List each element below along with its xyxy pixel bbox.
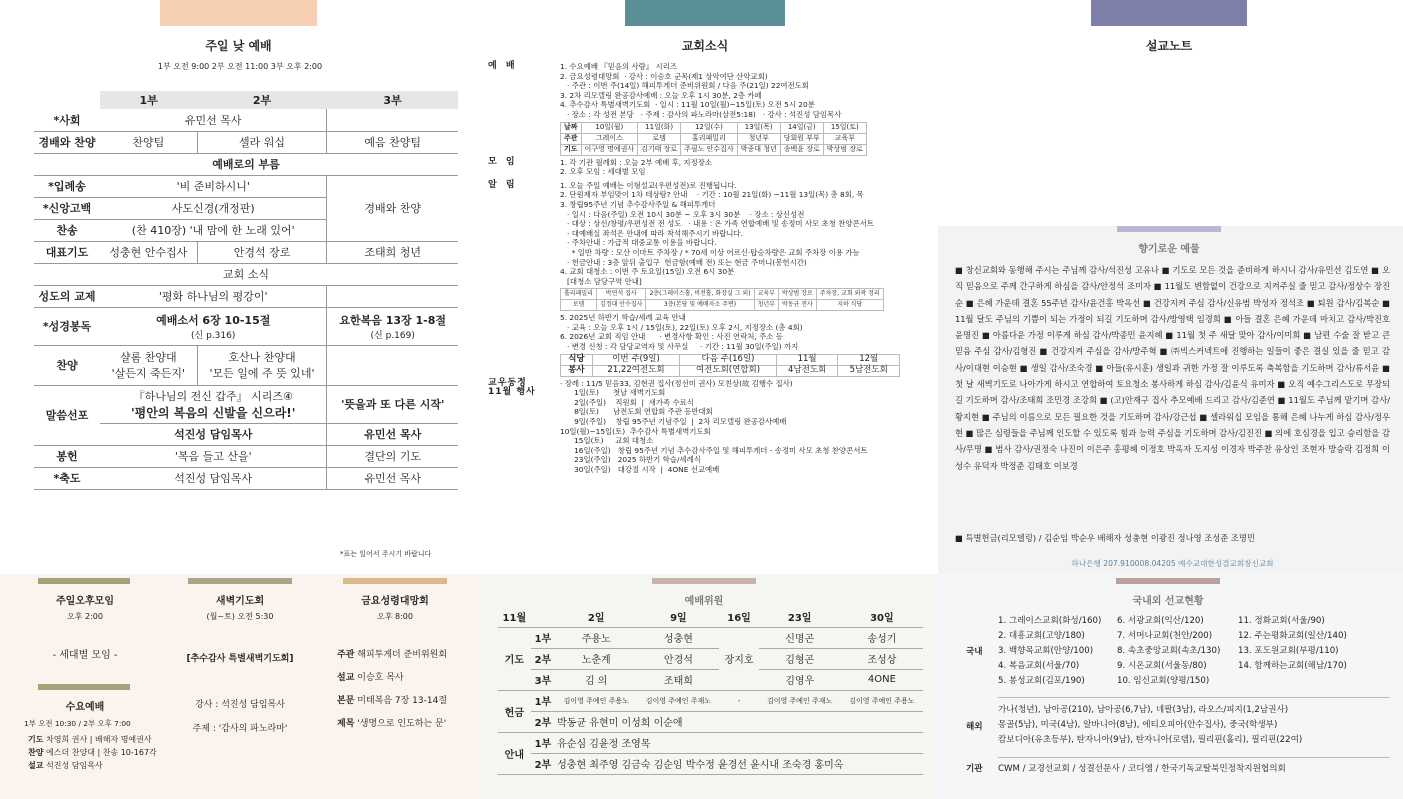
detail-value: 미태복음 7장 13-14절 [354, 696, 448, 706]
table-row [498, 627, 923, 648]
reading-2: 요한복음 13장 1-8절 [339, 313, 447, 327]
detail-label: 설교 [28, 761, 44, 770]
cell: 주차장, 교회 외곽 정리 [816, 289, 883, 300]
cell: 12월 [838, 354, 900, 365]
cell: 1부 [531, 627, 555, 648]
table-row [498, 690, 923, 711]
section-call: 예배로의 부름 [34, 153, 458, 175]
cell: 김이영 주예인 주재노 [759, 690, 841, 711]
mission-item: 5. 봉성교회(김포/190) [998, 676, 1085, 686]
cell: 14일(금) [780, 122, 823, 133]
cell: 날짜 [561, 122, 582, 133]
afternoon-content: - 세대별 모임 - [52, 650, 118, 661]
reading-2-page: (신 p.169) [370, 330, 415, 341]
special-offering: ■ 특별헌금(리모델링) / 김순임 박순우 배해자 성충현 이광진 정나영 조성준 조명민 [955, 533, 1255, 543]
cell: 4ONE [841, 669, 923, 690]
news-condolence [488, 379, 922, 389]
mission-item: 7. 서머나교회(천안/200) [1117, 631, 1213, 641]
offering: '복음 들고 산을' [100, 445, 327, 467]
cell [531, 606, 555, 627]
praise-1: 찬양팀 [100, 131, 197, 153]
domestic-label: 국내 [966, 647, 983, 657]
cell: 헌금 [498, 690, 531, 732]
news-meeting-label: 모 임 [488, 156, 518, 167]
news-line: [대청소 담당구역 안내] [560, 276, 642, 286]
detail-row [337, 713, 477, 736]
cell: 조성상 [841, 648, 923, 669]
mission-item: 8. 속초중앙교회(속초/130) [1117, 646, 1221, 656]
cell: 2일 [555, 606, 637, 627]
cell: 여전도회(연합회) [680, 365, 777, 376]
mission-item: 9. 시온교회(서울동/80) [1117, 661, 1207, 671]
cell: 조태희 [637, 669, 719, 690]
cell: 3층(본당 및 예배자소 주변) [646, 300, 754, 311]
news-line: · 장소 : 각 성전 본당 · 주제 : 감사의 파노라마(살전5:18) · 강사 : 석진성 담임목사 [560, 109, 842, 119]
praise-3: 예음 찬양팀 [327, 131, 458, 153]
detail-value: 이승호 목사 [354, 673, 404, 683]
committee-table [498, 606, 923, 775]
cell: 10일(월) [581, 122, 638, 133]
mission-item: 12. 주는평화교회(일산/140) [1238, 631, 1347, 641]
worship-times: 1부 오전 9:00 2부 오전 11:00 3부 오후 2:00 [157, 62, 323, 71]
news-line: 3. 창립95주년 기념 추수감사주일 & 해피투게더 [560, 199, 716, 209]
row-label: *사회 [34, 109, 100, 131]
news-line: · 대예배실 좌석은 안내에 따라 착석해주시기 바랍니다. [560, 228, 743, 238]
cell: 당회원 부부 [780, 133, 823, 144]
table-row [498, 669, 923, 690]
table-row [561, 144, 867, 155]
news-line: 4. 추수감사 특별새벽기도회 · 일시 : 11월 10일(월)~15일(토) 오전 5시 20분 [560, 100, 815, 110]
news-line: 4. 교회 대청소 : 이번 주 토요일(15일) 오전 6시 30분 [560, 267, 735, 277]
cell: 김영우 [759, 669, 841, 690]
friday-bar [343, 578, 447, 584]
row-label: *성경봉독 [34, 307, 100, 345]
wednesday-bar [38, 684, 130, 690]
mission-item: 1. 그레이스교회(화성/160) [998, 616, 1102, 626]
news-title: 교회소식 [681, 39, 729, 53]
cell: 5남전도회 [838, 365, 900, 376]
mission-item: 11. 정화교회(서울/90) [1238, 616, 1325, 626]
mission-divider-2 [998, 757, 1390, 758]
news-line: 1. 오늘 주일 예배는 이형설교(우편성전)로 진행됩니다. [560, 180, 737, 190]
cell: 이구영 명예권사 [581, 144, 638, 155]
overseas-list [998, 703, 1390, 748]
prayer-3: 조태희 청년 [327, 241, 458, 263]
event-item: 15일(토) 교회 대청소 [560, 436, 654, 446]
news-line: 5. 2025년 하반기 학습/세례 교육 안내 [560, 313, 686, 323]
wednesday-title: 수요예배 [65, 702, 105, 713]
table-row [498, 711, 923, 732]
cell: 23일 [759, 606, 841, 627]
row-label: 성도의 교제 [34, 285, 100, 307]
cell: 2부 [531, 648, 555, 669]
domestic-col-1 [998, 614, 1118, 689]
cell: 김 의 [555, 669, 637, 690]
anthem-2: 호산나 찬양대 [228, 351, 296, 364]
cell: 청년부 [754, 300, 778, 311]
dawn-series: [추수감사 특별새벽기도회] [186, 654, 294, 664]
dawn-prayer-schedule [560, 122, 867, 156]
anthem-1: 샬롬 찬양대 [120, 351, 177, 364]
table-row [561, 122, 867, 133]
event-item: 8일(토) 남전도회 연합회 주관 등반대회 [560, 407, 713, 417]
domestic-col-2 [1117, 614, 1239, 689]
afternoon-bar [38, 578, 130, 584]
cell: 홀리패밀리 [561, 289, 597, 300]
preacher-3: 유민선 목사 [327, 423, 458, 445]
domestic-col-3 [1238, 614, 1388, 674]
mission-item: 4. 복음교회(서울/70) [998, 661, 1080, 671]
cell: 기도 [498, 627, 531, 690]
news-notice [488, 181, 922, 377]
news-notice-lines [560, 181, 922, 287]
table-row [561, 133, 867, 144]
table-row [561, 354, 900, 365]
afternoon-time: 오후 2:00 [67, 612, 103, 621]
cell: 주관 [561, 133, 582, 144]
detail-row [28, 746, 158, 759]
news-line: · 일시 : 다음(주일) 오전 10시 30분 ~ 오후 3시 30분 · 장소 : 상신성전 [560, 209, 805, 219]
mission-item: 캄보디아(유초등부), 탄자니아(9남), 탄자니아(로뎀), 필리핀(홀리), 필리핀(22여) [998, 735, 1303, 745]
friday-title: 금요성령대망회 [361, 596, 429, 607]
fragrance-bar [1117, 226, 1221, 232]
table-row [498, 606, 923, 627]
cell: 교육부 [754, 289, 778, 300]
detail-value: '생명으로 인도하는 문' [354, 719, 447, 729]
event-item: 23일(주일) 2025 하반기 학습/세례식 [560, 455, 701, 465]
event-item: 9일(주일) 창립 95주년 기념주일 | 2차 리모델링 완공감사예배 [560, 417, 787, 427]
bank-account: 하나은행 207.910008.04205 예수교대한성결교회창신교회 [1071, 559, 1274, 568]
dawn-time: (월~토) 오전 5:30 [206, 612, 274, 621]
cell: 13일(목) [737, 122, 780, 133]
worship-order-table [34, 91, 458, 490]
mission-item: 몽골(5남), 미국(4남), 알바니아(8남), 에티오피아(안수집사), 중국(학생부) [998, 720, 1278, 730]
section-news: 교회 소식 [34, 263, 458, 285]
row-label: 말씀선포 [34, 385, 100, 445]
table-row [498, 732, 923, 753]
cell: 9일 [637, 606, 719, 627]
cell: 주용노 [555, 627, 637, 648]
cell: 1부 [531, 732, 555, 753]
news-line: 6. 2026년 교회 직임 안내 · 변경사항 확인 : 사진 연락처, 주소 등 [560, 332, 783, 342]
dawn-speaker: 강사 : 석진성 담임목사 [195, 700, 285, 710]
cell: 김이영 주예인 주용노 [555, 690, 637, 711]
event-item: 1일(토) 첫날 새벽기도회 [560, 388, 666, 398]
detail-value: 해피투게더 준비위원회 [354, 650, 448, 660]
cell: 박종대 청년 [737, 144, 780, 155]
cell: 3부 [531, 669, 555, 690]
anthem-1-title: '살든지 죽든지' [111, 367, 185, 380]
event-item: 2일(주일) 직원회 | 새가족 수료식 [560, 397, 694, 407]
mission-bar [1116, 578, 1220, 584]
news-line: * 일반 차량 : 모산 이마트 주차장 / * 70세 이상 어르신·탑승차량은 교회 주차장 이용 가능 [560, 247, 860, 257]
detail-label: 본문 [337, 696, 355, 706]
row-label: *신앙고백 [34, 197, 100, 219]
mission-item: 3. 백향목교회(안양/100) [998, 646, 1094, 656]
detail-value: 석진성 담임목사 [43, 761, 103, 770]
mission-item: 6. 서광교회(익산/120) [1117, 616, 1204, 626]
news-worship [488, 62, 922, 156]
worship-title: 주일 낮 예배 [205, 39, 272, 53]
org-list: CWM / 교경선교회 / 성결선문사 / 코디엠 / 한국기독교탈북민정착지원협의회 [998, 764, 1286, 774]
prayer-1: 성충현 안수집사 [100, 241, 197, 263]
table-row [561, 365, 900, 376]
cell: 로뎀 [638, 133, 681, 144]
detail-row [337, 690, 477, 713]
cell: 노춘계 [555, 648, 637, 669]
detail-label: 기도 [28, 735, 44, 744]
cell: 신명곤 [759, 627, 841, 648]
cell: 송백윤 장로 [780, 144, 823, 155]
presider: 유민선 목사 [100, 109, 327, 131]
praise-merged: 경배와 찬양 [327, 175, 458, 241]
preacher: 석진성 담임목사 [100, 423, 327, 445]
row-label: 찬양 [34, 345, 100, 385]
news-line: · 교육 : 오늘 오후 1시 / 15일(토), 22일(토) 오후 2시, 지정장소 (총 4회) [560, 322, 803, 332]
news-line: · 변경 신청 : 각 담당교역자 및 사무실 · 기간 : 11월 30일(주일) 까지 [560, 342, 799, 352]
dawn-theme: 주제 : '감사의 파노라마' [192, 724, 288, 734]
cell: 홀리패밀리 [681, 133, 738, 144]
sermon-series: 『하나님의 전신 갑주』 시리즈④ [133, 389, 293, 403]
cell: 박상범 장로 [823, 144, 866, 155]
news-line: 1. 수요예배 『믿음의 사람』 시리즈 [560, 62, 677, 71]
cell: 김정대 안수집사 [596, 300, 645, 311]
event-item: 16일(주일) 창립 95주년 기념 추수감사주일 및 해피투게더 - 송정미 사모 초청 찬양콘서트 [560, 445, 868, 455]
cell: 16일 [719, 606, 758, 627]
cell: 성충현 최주영 김금숙 김순임 박수정 윤경선 윤시내 조숙경 홍미옥 [555, 753, 923, 774]
cell: 박동균 유현미 이성희 이순애 [555, 711, 923, 732]
detail-row [28, 759, 158, 772]
row-label: *축도 [34, 467, 100, 489]
cleaning-table [560, 288, 884, 311]
cell: 김형곤 [759, 648, 841, 669]
friday-time: 오후 8:00 [377, 612, 413, 621]
news-line: 2. 금요성령대망회 · 강사 : 이승호 군목(제1 상악여단 산악교회) [560, 71, 768, 81]
cell: 박동균 전사 [778, 300, 816, 311]
cell: 김기태 장로 [638, 144, 681, 155]
cell: 유순심 김윤정 조영목 [555, 732, 923, 753]
cell: 주필노 안수집사 [681, 144, 738, 155]
cell: 안경석 [637, 648, 719, 669]
cell: 교육부 [823, 133, 866, 144]
hymn: (찬 410장) '내 맘에 한 노래 있어' [100, 219, 327, 241]
praise-2: 셀라 워십 [197, 131, 327, 153]
col-3bu: 3부 [327, 91, 458, 109]
mission-title: 국내외 선교현황 [1132, 596, 1204, 607]
anthem-2-title: '모든 일에 주 뜻 있네' [209, 367, 315, 380]
stand-note: *표는 일어서 주시기 바랍니다 [340, 550, 432, 558]
cell: 11월 [498, 606, 531, 627]
afternoon-title: 주일오후모임 [56, 596, 114, 607]
mission-item: 13. 포도원교회(부평/110) [1238, 646, 1339, 656]
news-line: 2. 오후 모임 : 세대별 모임 [560, 167, 646, 177]
invocation: '비 준비하시니' [100, 175, 327, 197]
cell: - [719, 690, 758, 711]
col-1bu: 1부 [100, 91, 197, 109]
fragrance-title: 향기로운 예물 [1138, 244, 1200, 255]
cell: 청년부 [737, 133, 780, 144]
row-label: 찬송 [34, 219, 100, 241]
cell: 15일(토) [823, 122, 866, 133]
overseas-label: 해외 [966, 722, 983, 732]
news-body [488, 62, 922, 475]
events-label: 11월 행사 [488, 387, 536, 398]
blessing-3: 유민선 목사 [327, 467, 458, 489]
cell: 이번 주(9일) [592, 354, 679, 365]
prayer-2: 안경석 장로 [197, 241, 327, 263]
mission-divider-1 [998, 697, 1390, 698]
detail-label: 찬양 [28, 748, 44, 757]
table-row [498, 753, 923, 774]
creed: 사도신경(개정판) [100, 197, 327, 219]
reading-1-page: (신 p.316) [191, 330, 236, 341]
news-line: · 주차안내 : 가급적 대중교통 이용을 바랍니다. [560, 238, 717, 248]
kitchen-duty-table [560, 354, 900, 377]
cell: 2층(그레이스홀, 비전홀, 화장실 그 외) [646, 289, 754, 300]
cell: 안내 [498, 732, 531, 774]
detail-value: 에스더 찬양대 | 찬송 10-167각 [43, 748, 157, 757]
row-label: 경배와 찬양 [34, 131, 100, 153]
sermon-title: '평안의 복음의 신발을 신으라!' [130, 405, 296, 420]
detail-row [337, 644, 477, 667]
dawn-bar [188, 578, 292, 584]
cell: 박연석 집사 [596, 289, 645, 300]
row-label: *입례송 [34, 175, 100, 197]
news-notice-lines-2 [560, 313, 922, 351]
news-line: 2. 단원제자 부임맞이 1차 테상탐? 안내 · 기간 : 10월 21일(화) ~11월 13일(목) 총 8회, 목 [560, 190, 864, 200]
table-row [561, 300, 884, 311]
news-worship-lines [560, 62, 922, 120]
committee-title: 예배위원 [684, 596, 724, 607]
col-2bu: 2부 [197, 91, 327, 109]
news-line: 3. 2차 리모델링 완공감사예배 : 오늘 오후 1시 30분, 2층 카페 [560, 90, 762, 100]
cell: 송성기 [841, 627, 923, 648]
cell: 11월 [776, 354, 838, 365]
news-meeting-lines [560, 158, 922, 177]
sermon-bar [1091, 0, 1247, 26]
sermon3-title: '뜻을과 또 다른 시작' [327, 385, 458, 423]
news-line: · 대상 : 상신/창평/우편성전 전 성도 · 내용 : 온 가족 연합예배 및 송정미 사모 초청 찬양콘서트 [560, 219, 874, 229]
cell: 장지호 [719, 627, 758, 690]
cell: 다음 주(16일) [680, 354, 777, 365]
news-worship-label: 예 배 [488, 61, 518, 71]
detail-value: 차영희 권사 | 배해자 명예권사 [43, 735, 152, 744]
news-line: · 헌금안내 : 3층 앞뒤 출입구 헌금함(예배 전) 또는 현금 주머니(봉헌시간) [560, 257, 807, 267]
table-row [498, 648, 923, 669]
blessing: 석진성 담임목사 [100, 467, 327, 489]
cell: 4남전도회 [776, 365, 838, 376]
committee-bar [652, 578, 756, 584]
mission-item: 가나(청년), 남아공(210), 남아공(6,7남), 네팔(3남), 라오스/피지(1,2남권사) [998, 705, 1289, 715]
cell: 김이영 주예인 주재노 [637, 690, 719, 711]
fellowship: '평화 하나님의 평강이' [100, 285, 327, 307]
events-list [560, 388, 922, 474]
mission-item: 14. 함께하는교회(해남/170) [1238, 661, 1347, 671]
cell: 그레이스 [581, 133, 638, 144]
row-label: 대표기도 [34, 241, 100, 263]
cell: 식당 [561, 354, 593, 365]
cell: 기도 [561, 144, 582, 155]
reading-1: 예배소서 6장 10-15절 [156, 313, 271, 327]
event-item: 30일(주일) 대강절 시작 | 4ONE 선교예배 [560, 465, 720, 474]
news-meeting [488, 158, 922, 177]
cell: 21,22여전도회 [592, 365, 679, 376]
cell: 12일(수) [681, 122, 738, 133]
row-label: 봉헌 [34, 445, 100, 467]
cell: 2부 [531, 711, 555, 732]
cell: 30일 [841, 606, 923, 627]
dawn-title: 새벽기도회 [215, 596, 265, 607]
condolence-label: 교우동정 [488, 377, 527, 388]
detail-label: 설교 [337, 673, 355, 683]
cell: 1부 [531, 690, 555, 711]
cell: 2부 [531, 753, 555, 774]
wednesday-time: 1부 오전 10:30 / 2부 오후 7:00 [24, 719, 131, 728]
fragrance-text: ■ 창신교회와 동행해 주시는 주님께 감사/석진성 고유나 ■ 기도로 모든 것을 준비하게 하시니 감사/유민선 김도연 ■ 오직 믿음으로 주께 간구하게 하심을 감사/안정석 조미자 ■ 11월도 변함없이 건강으로 지켜주실 줄 믿고 감사/정상수 장진순 ■ 은혜 가운데 결혼 55주년 감사/윤건홍 박옥선 ■ 건강지켜 주심 감사/신유범 박성자 정석조 ■ 퇴원 감사/김복순 ■ 11월 달도 주님의 기쁨이 되는 가정이 되길 기도하며 감사/방영택 임경희 ■ 아들 결혼 은혜 가운데 마치고 감사/박진호 윤명진 ■ 아름다운 가정 이루게 하심 감사/박종민 윤지혜 ■ 11월 첫 주 새달 맞아 감사/이미희 ■ 남편 수술 잘 받고 큰 믿음 주심 감사/김형진 ■ 건강지켜 주심을 감사/방주혁 ■ ㈜빅스커넥트에 진행하는 일들이 좋은 결실 있을 줄 믿고 감사/이대현 이승현 ■ 생일 감사/조숙경 ■ 아들(유시훈) 생일과 귀한 가정 잘 이루도록 축복함을 기도하며 감사/류서윤 ■ 첫 날 새벽기도로 나아가게 하시고 연합하여 토요청소 봉사하게 하심 감사/김윤식 유미자 ■ 오직 예수그리스도로 무장되길 기도하며 감사/조태희 조민경 조강희 ■ (고)안재구 집사 추모예배 드리고 감사/김준연 ■ 11월도 주님께 맡기며 감사/황지현 ■ 주님의 이름으로 모든 필요한 것을 기도하며 감사/강근섭 ■ 셀라워십 모임을 통해 은혜 나누게 하심 감사/정우현 ■ 많은 심령들을 주님께 인도할 수 있도록 힘과 능력 주심을 기도하며 감사/김진진 ■ 의에 호심경을 입고 승리함을 감사/무명 ■ 범사 감사/권정숙 나진이 이은주 홍평혜 이정호 박옥자 도지성 이경자 박주찬 유상인 조현자 방승락 김정희 이성수 유덕자 박정준 김태호 이보경 [955, 265, 1390, 471]
condolence-text: · 장례 : 11/5 믿음33, 김현권 집사(정선미 권사) 모친상(故 김행수 집사) [560, 378, 793, 388]
cell: 성충현 [637, 627, 719, 648]
detail-label: 제목 [337, 719, 355, 729]
cell: 지하 식당 [816, 300, 883, 311]
detail-row [28, 733, 158, 746]
offering-3: 결단의 기도 [327, 445, 458, 467]
mission-item: 10. 임신교회(양평/150) [1117, 676, 1210, 686]
cell: 11일(화) [638, 122, 681, 133]
worship-bar [160, 0, 317, 26]
detail-label: 주관 [337, 650, 355, 660]
mission-item: 2. 대흥교회(고양/180) [998, 631, 1085, 641]
cell: 로뎀 [561, 300, 597, 311]
news-events [488, 388, 922, 474]
news-line: · 주관 : 이번 주(14일) 해피투게더 준비위원회 / 다음 주(21일) 22여전도회 [560, 81, 809, 91]
sermon-note-title: 설교노트 [1145, 39, 1193, 53]
wednesday-details [28, 733, 158, 772]
detail-row [337, 667, 477, 690]
event-item: 10일(월)~15일(토) 추수감사 특별새벽기도회 [560, 426, 711, 436]
org-label: 기관 [966, 764, 983, 774]
table-row [561, 289, 884, 300]
friday-details [337, 644, 477, 736]
news-line: 1. 각 기관 월례회 : 오늘 2부 예배 후, 지정장소 [560, 157, 712, 167]
cell: 박상범 장로 [778, 289, 816, 300]
cell: 봉사 [561, 365, 593, 376]
cell: 김이영 주예인 주용노 [841, 690, 923, 711]
news-notice-label: 알 림 [488, 179, 518, 190]
news-bar [625, 0, 785, 26]
